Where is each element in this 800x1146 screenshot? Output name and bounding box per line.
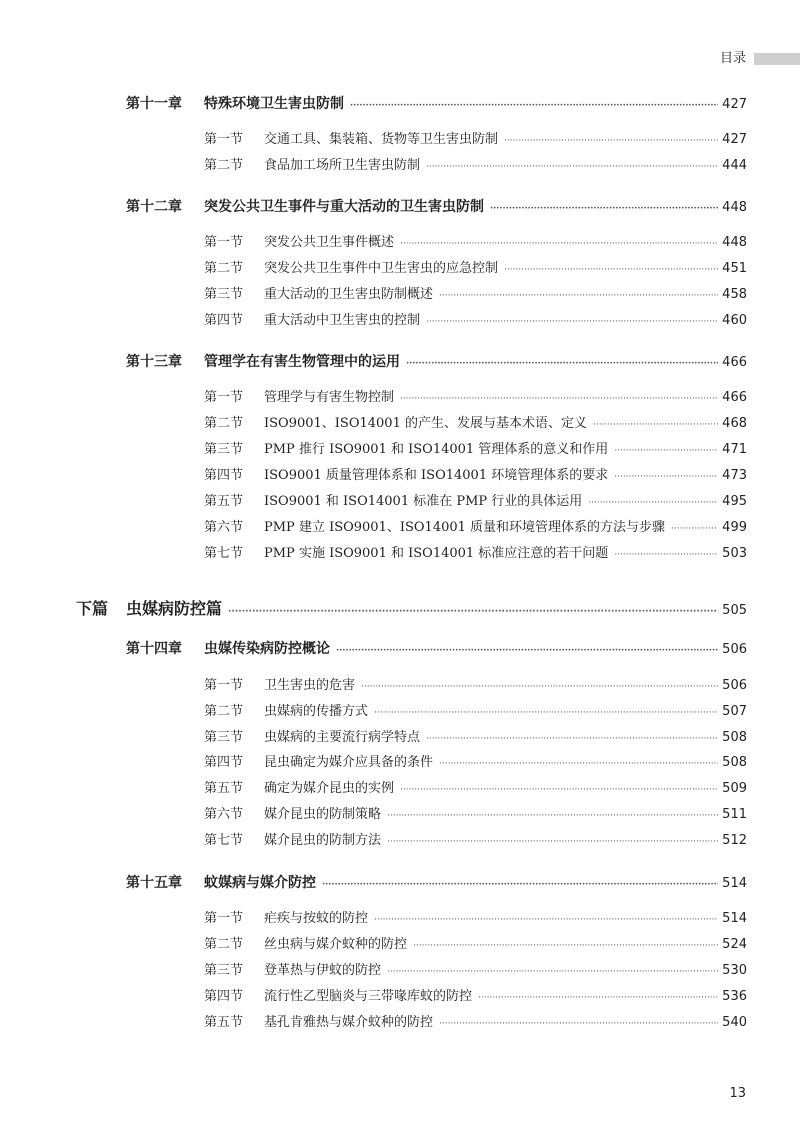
section-number: 第一节 — [204, 390, 244, 405]
toc-section[interactable] — [204, 438, 747, 457]
section-number: 第二节 — [204, 261, 244, 276]
leader-dots — [439, 291, 718, 301]
section-title: 管理学与有害生物控制 — [264, 390, 395, 405]
page-ref: 499 — [722, 520, 747, 535]
page-ref: 466 — [722, 355, 747, 370]
toc-section[interactable] — [204, 751, 747, 770]
toc-section[interactable] — [204, 700, 747, 719]
section-number: 第二节 — [204, 937, 244, 952]
toc-section[interactable] — [204, 829, 747, 848]
toc-section[interactable] — [204, 777, 747, 796]
page-ref: 495 — [722, 494, 747, 509]
toc-section[interactable] — [204, 516, 747, 535]
page-ref: 444 — [722, 158, 747, 173]
section-number: 第七节 — [204, 833, 244, 848]
toc-section[interactable] — [204, 386, 747, 405]
leader-dots — [361, 682, 718, 692]
section-number: 第四节 — [204, 989, 244, 1004]
leader-dots — [588, 498, 718, 508]
section-title: 基孔肯雅热与媒介蚊种的防控 — [264, 1015, 434, 1030]
leader-dots — [387, 811, 718, 821]
toc-section[interactable] — [204, 959, 747, 978]
toc-section[interactable] — [204, 1011, 747, 1030]
section-title: 卫生害虫的危害 — [264, 678, 356, 693]
toc-section[interactable] — [204, 257, 747, 276]
leader-dots — [426, 162, 718, 172]
toc-section[interactable] — [204, 907, 747, 926]
section-title: 媒介昆虫的防制方法 — [264, 833, 382, 848]
section-title: 媒介昆虫的防制策略 — [264, 807, 382, 822]
page-ref: 448 — [722, 200, 747, 215]
toc-section[interactable] — [204, 309, 747, 328]
section-title: ISO9001 质量管理体系和 ISO14001 环境管理体系的要求 — [264, 468, 609, 483]
page-ref: 508 — [722, 730, 747, 745]
header-bar-decoration — [754, 53, 800, 65]
page-ref: 508 — [722, 755, 747, 770]
section-number: 第一节 — [204, 132, 244, 147]
section-number: 第四节 — [204, 313, 244, 328]
section-number: 第三节 — [204, 287, 244, 302]
chapter-number: 第十一章 — [126, 96, 182, 112]
leader-dots — [614, 550, 718, 560]
section-title: 登革热与伊蚊的防控 — [264, 963, 382, 978]
page-ref: 514 — [722, 876, 747, 891]
section-number: 第四节 — [204, 755, 244, 770]
toc-section[interactable] — [204, 412, 747, 431]
section-title: 重大活动中卫生害虫的控制 — [264, 313, 421, 328]
page-ref: 471 — [722, 442, 747, 457]
toc-chapter-12[interactable] — [126, 196, 747, 216]
toc-chapter-11[interactable] — [126, 93, 747, 113]
leader-dots — [387, 967, 718, 977]
page-ref: 466 — [722, 390, 747, 405]
section-title: 重大活动的卫生害虫防制概述 — [264, 287, 434, 302]
leader-dots — [426, 734, 718, 744]
page-ref: 506 — [722, 642, 747, 657]
section-title: PMP 实施 ISO9001 和 ISO14001 标准应注意的若干问题 — [264, 546, 609, 561]
section-number: 第七节 — [204, 546, 244, 561]
toc-section[interactable] — [204, 674, 747, 693]
section-number: 第四节 — [204, 468, 244, 483]
page-ref: 460 — [722, 313, 747, 328]
leader-dots — [614, 446, 718, 456]
leader-dots — [504, 136, 718, 146]
chapter-number: 第十五章 — [126, 875, 182, 891]
toc-section[interactable] — [204, 283, 747, 302]
page-number: 13 — [729, 1086, 746, 1101]
page-ref: 524 — [722, 937, 747, 952]
page-ref: 511 — [722, 807, 747, 822]
section-number: 第二节 — [204, 416, 244, 431]
page-ref: 507 — [722, 704, 747, 719]
leader-dots — [400, 785, 718, 795]
section-number: 第五节 — [204, 1015, 244, 1030]
leader-dots — [478, 993, 718, 1003]
running-header — [0, 50, 800, 70]
leader-dots — [336, 646, 718, 656]
page-ref: 505 — [722, 603, 747, 618]
part-title: 虫媒病防控篇 — [126, 599, 223, 618]
toc-chapter-15[interactable] — [126, 872, 747, 892]
page-ref: 540 — [722, 1015, 747, 1030]
leader-dots — [413, 941, 718, 951]
section-title: 交通工具、集装箱、货物等卫生害虫防制 — [264, 132, 499, 147]
section-number: 第五节 — [204, 494, 244, 509]
page-ref: 468 — [722, 416, 747, 431]
leader-dots — [322, 880, 718, 890]
page-ref: 530 — [722, 963, 747, 978]
page-ref: 458 — [722, 287, 747, 302]
toc-section[interactable] — [204, 542, 747, 561]
page-ref: 448 — [722, 235, 747, 250]
leader-dots — [350, 101, 718, 111]
section-title: 突发公共卫生事件中卫生害虫的应急控制 — [264, 261, 499, 276]
toc-section[interactable] — [204, 933, 747, 952]
leader-dots — [374, 708, 718, 718]
leader-dots — [614, 472, 718, 482]
header-label: 目录 — [719, 51, 746, 66]
section-title: 虫媒病的主要流行病学特点 — [264, 730, 421, 745]
chapter-title: 管理学在有害生物管理中的运用 — [204, 354, 400, 370]
section-title: 突发公共卫生事件概述 — [264, 235, 395, 250]
section-title: PMP 推行 ISO9001 和 ISO14001 管理体系的意义和作用 — [264, 442, 609, 457]
leader-dots — [490, 204, 718, 214]
leader-dots — [374, 915, 718, 925]
leader-dots — [387, 837, 718, 847]
section-number: 第二节 — [204, 158, 244, 173]
section-title: 疟疾与按蚊的防控 — [264, 911, 369, 926]
section-number: 第三节 — [204, 730, 244, 745]
chapter-number: 第十二章 — [126, 199, 182, 215]
leader-dots — [400, 394, 718, 404]
section-number: 第一节 — [204, 235, 244, 250]
toc-section[interactable] — [204, 985, 747, 1004]
section-title: 确定为媒介昆虫的实例 — [264, 781, 395, 796]
toc-part[interactable] — [76, 596, 747, 619]
toc-section[interactable] — [204, 464, 747, 483]
page-ref: 509 — [722, 781, 747, 796]
leader-dots — [439, 1019, 718, 1029]
section-number: 第六节 — [204, 520, 244, 535]
section-number: 第三节 — [204, 963, 244, 978]
chapter-title: 蚊媒病与媒介防控 — [204, 875, 316, 891]
toc-section[interactable] — [204, 231, 747, 250]
section-number: 第三节 — [204, 442, 244, 457]
part-number: 下篇 — [76, 599, 109, 618]
page-ref: 503 — [722, 546, 747, 561]
page-ref: 536 — [722, 989, 747, 1004]
chapter-title: 虫媒传染病防控概论 — [204, 641, 330, 657]
toc-section[interactable] — [204, 803, 747, 822]
section-title: 流行性乙型脑炎与三带喙库蚊的防控 — [264, 989, 473, 1004]
section-number: 第二节 — [204, 704, 244, 719]
section-number: 第五节 — [204, 781, 244, 796]
leader-dots — [593, 420, 718, 430]
section-title: ISO9001 和 ISO14001 标准在 PMP 行业的具体运用 — [264, 494, 583, 509]
chapter-number: 第十三章 — [126, 354, 182, 370]
toc-section[interactable] — [204, 490, 747, 509]
toc-chapter-13[interactable] — [126, 351, 747, 371]
leader-dots — [671, 524, 718, 534]
section-title: 丝虫病与媒介蚊种的防控 — [264, 937, 408, 952]
leader-dots — [504, 265, 718, 275]
page-ref: 427 — [722, 132, 747, 147]
leader-dots — [406, 359, 718, 369]
section-title: 食品加工场所卫生害虫防制 — [264, 158, 421, 173]
toc-section[interactable] — [204, 128, 747, 147]
section-number: 第一节 — [204, 911, 244, 926]
chapter-title: 突发公共卫生事件与重大活动的卫生害虫防制 — [204, 199, 484, 215]
leader-dots — [426, 317, 718, 327]
page-ref: 506 — [722, 678, 747, 693]
section-number: 第六节 — [204, 807, 244, 822]
page-ref: 512 — [722, 833, 747, 848]
page-ref: 451 — [722, 261, 747, 276]
page-ref: 473 — [722, 468, 747, 483]
leader-dots — [439, 759, 718, 769]
toc-chapter-14[interactable] — [126, 638, 747, 658]
page-ref: 427 — [722, 97, 747, 112]
toc-section[interactable] — [204, 726, 747, 745]
toc-section[interactable] — [204, 154, 747, 173]
chapter-number: 第十四章 — [126, 641, 182, 657]
leader-dots — [400, 239, 718, 249]
section-title: 昆虫确定为媒介应具备的条件 — [264, 755, 434, 770]
leader-dots — [228, 607, 718, 617]
section-title: 虫媒病的传播方式 — [264, 704, 369, 719]
section-title: PMP 建立 ISO9001、ISO14001 质量和环境管理体系的方法与步骤 — [264, 520, 666, 535]
section-title: ISO9001、ISO14001 的产生、发展与基本术语、定义 — [264, 416, 587, 431]
chapter-title: 特殊环境卫生害虫防制 — [204, 96, 344, 112]
section-number: 第一节 — [204, 678, 244, 693]
page-ref: 514 — [722, 911, 747, 926]
